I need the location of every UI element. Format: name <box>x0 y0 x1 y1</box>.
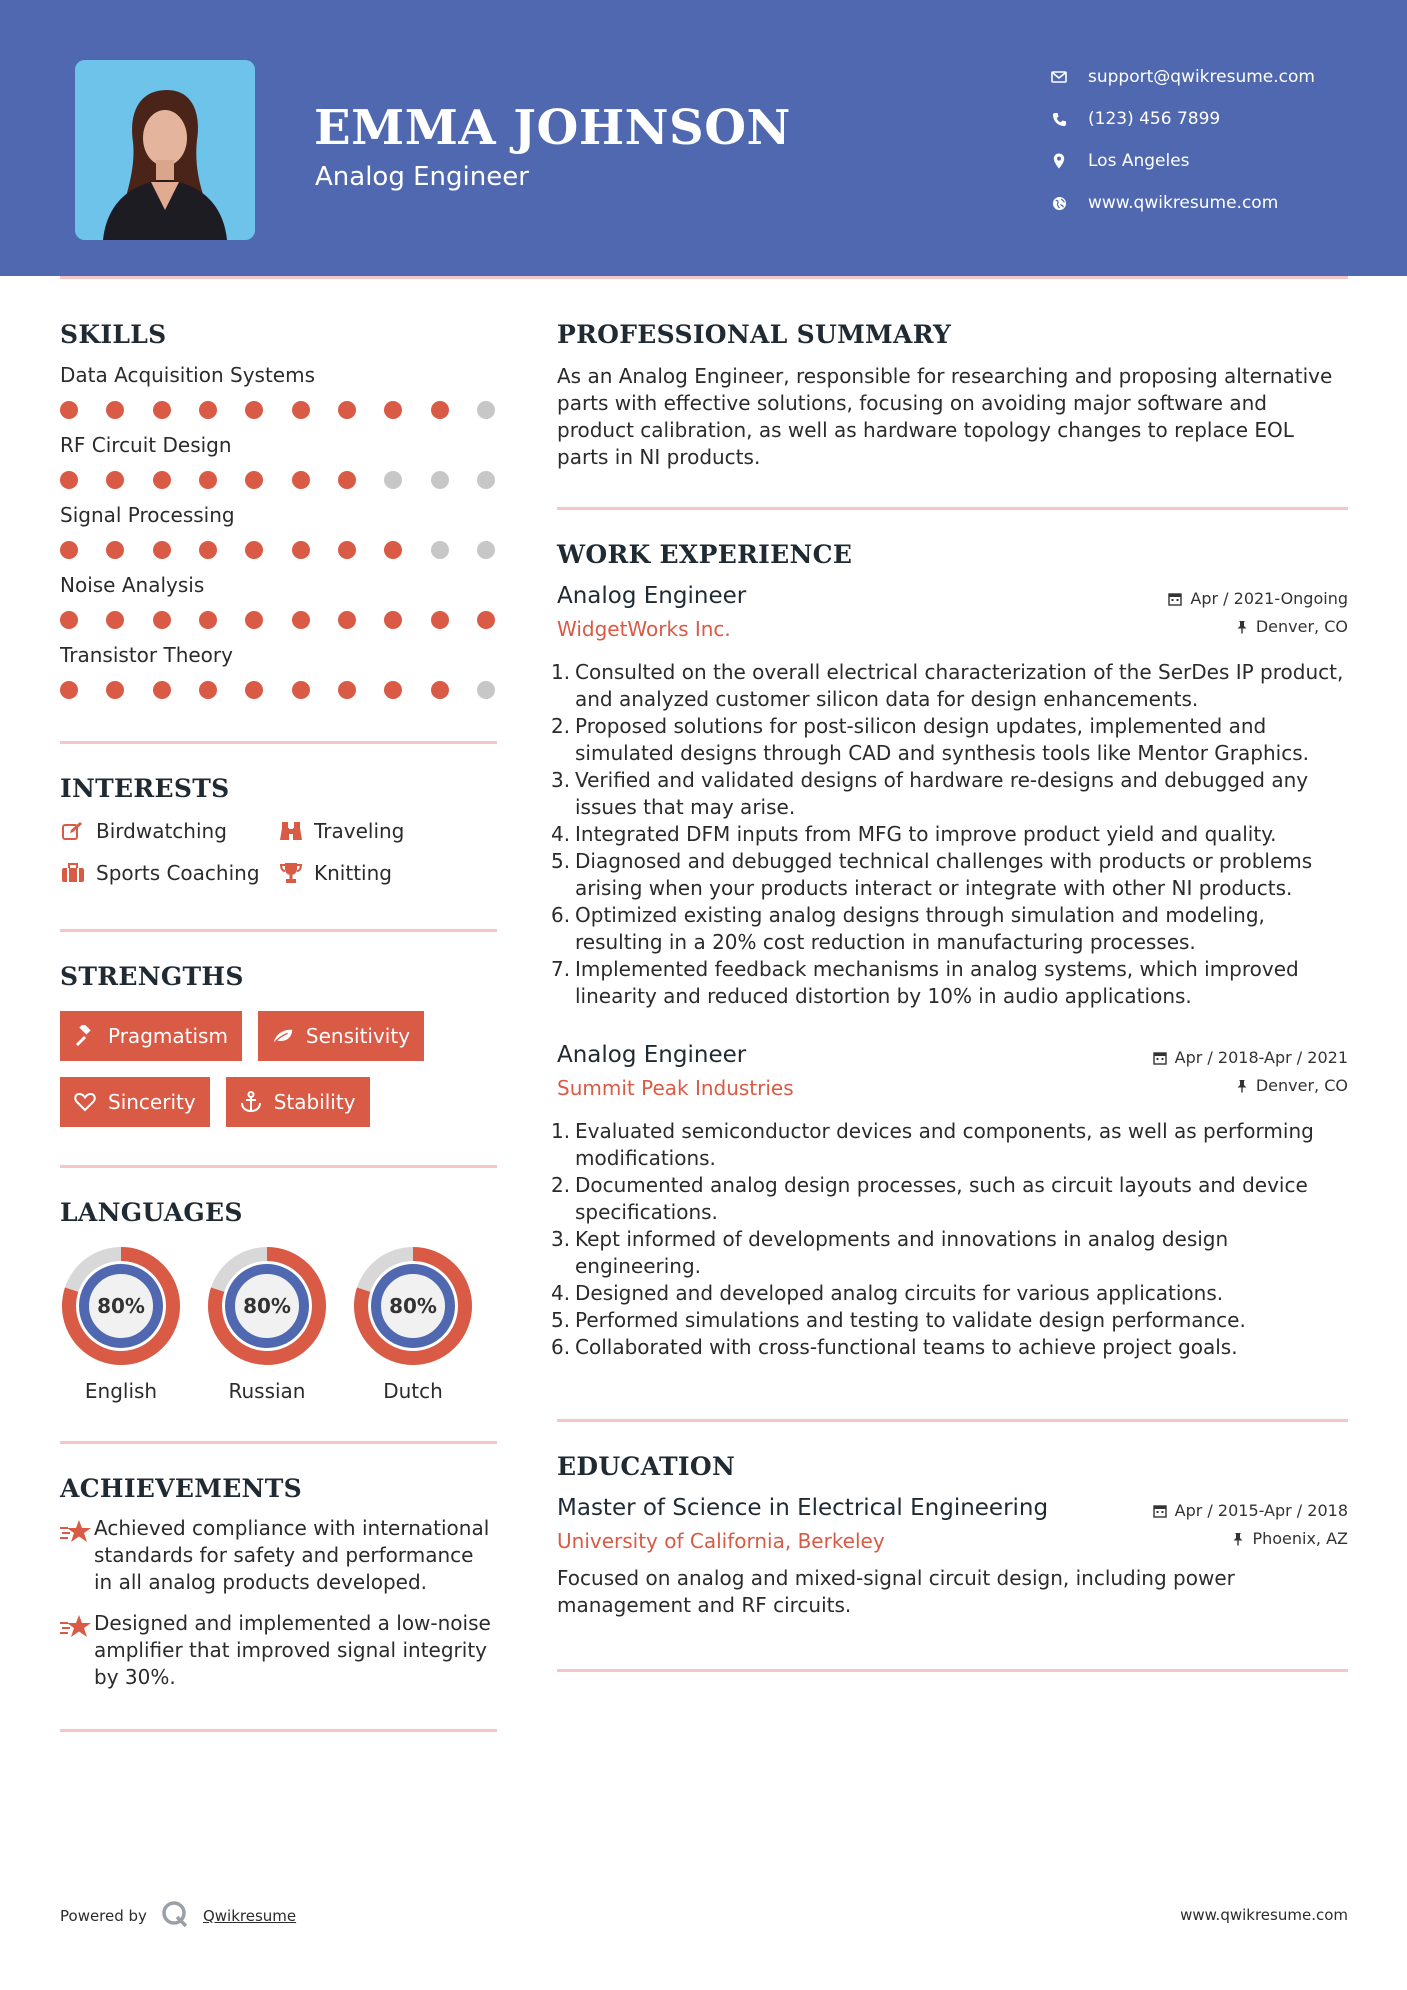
duty-item: Collaborated with cross-functional teams to achieve project goals. <box>575 1335 1238 1359</box>
language-name: English <box>84 1379 158 1403</box>
interests-section <box>60 774 497 885</box>
footer-website[interactable]: www.qwikresume.com <box>1180 1906 1348 1924</box>
section-divider <box>60 1165 497 1168</box>
company-name: Summit Peak Industries <box>557 1076 794 1100</box>
resume-header <box>0 0 1407 276</box>
rating-dot-filled <box>106 401 124 419</box>
rating-dot-filled <box>338 681 356 699</box>
language-item <box>352 1245 474 1403</box>
rating-dot-filled <box>153 541 171 559</box>
job-duties <box>557 659 1348 1010</box>
strength-tag <box>226 1077 370 1127</box>
skill-rating <box>60 541 497 559</box>
contact-location-text: Los Angeles <box>1088 151 1190 171</box>
section-divider <box>60 929 497 932</box>
section-divider <box>557 507 1348 510</box>
duty-item: Implemented feedback mechanisms in analog systems, which improved linearity and reduced distortion by 10% in audio applications. <box>575 957 1299 1008</box>
duty-item: Designed and developed analog circuits for various applications. <box>575 1281 1224 1305</box>
interests-list <box>60 819 497 885</box>
strength-label: Sincerity <box>108 1090 196 1114</box>
rating-dot-filled <box>477 611 495 629</box>
skill-name: RF Circuit Design <box>60 433 232 457</box>
interest-label: Traveling <box>314 819 405 843</box>
leaf-icon <box>272 1025 294 1047</box>
rating-dot-filled <box>60 541 78 559</box>
strength-tag <box>258 1011 424 1061</box>
school-name: University of California, Berkeley <box>557 1529 885 1553</box>
skill-rating <box>60 401 497 419</box>
education-title: EDUCATION <box>557 1452 736 1481</box>
calendar-icon <box>1153 1051 1167 1065</box>
skill-name: Signal Processing <box>60 503 235 527</box>
rating-dot-filled <box>384 541 402 559</box>
duty-item: Diagnosed and debugged technical challenges with products or problems arising when your products interact or integrate with other NI products. <box>575 849 1313 900</box>
star-badge-icon <box>60 1515 94 1596</box>
rating-dot-filled <box>199 401 217 419</box>
skill-name: Noise Analysis <box>60 573 205 597</box>
contact-email[interactable] <box>1050 56 1315 98</box>
rating-dot-filled <box>60 681 78 699</box>
job-location-text: Denver, CO <box>1255 1076 1348 1095</box>
rating-dot-filled <box>106 471 124 489</box>
skill-rating <box>60 611 497 629</box>
language-name: Russian <box>228 1379 306 1403</box>
skills-section <box>60 320 497 699</box>
rating-dot-filled <box>384 681 402 699</box>
rating-dot-filled <box>384 401 402 419</box>
duty-item: Optimized existing analog designs through simulation and modeling, resulting in a 20% cost reduction in manufacturing processes. <box>575 903 1265 954</box>
strength-tag <box>60 1077 210 1127</box>
candidate-role: Analog Engineer <box>315 162 529 192</box>
rating-dot-filled <box>245 611 263 629</box>
skill-item <box>60 643 497 699</box>
achievement-item <box>60 1515 497 1596</box>
job-dates <box>1153 1048 1348 1067</box>
experience-section <box>557 540 1348 1361</box>
contact-website-text: www.qwikresume.com <box>1088 193 1279 213</box>
rating-dot-filled <box>292 471 310 489</box>
section-divider <box>60 1729 497 1732</box>
contact-email-text: support@qwikresume.com <box>1088 67 1315 87</box>
rating-dot-filled <box>199 471 217 489</box>
languages-list <box>60 1245 497 1403</box>
interest-item <box>60 819 278 843</box>
header-divider <box>60 276 1348 279</box>
star-badge-icon <box>60 1610 94 1691</box>
skills-list <box>60 363 497 699</box>
job-duties <box>557 1118 1348 1361</box>
duty-item: Evaluated semiconductor devices and components, as well as performing modifications. <box>575 1119 1314 1170</box>
rating-dot-filled <box>384 611 402 629</box>
skill-name: Transistor Theory <box>60 643 233 667</box>
section-divider <box>557 1669 1348 1672</box>
rating-dot-empty <box>477 401 495 419</box>
briefcase-icon <box>60 861 86 885</box>
rating-dot-filled <box>60 401 78 419</box>
job-location-text: Denver, CO <box>1255 617 1348 636</box>
duty-item: Verified and validated designs of hardware re-designs and debugged any issues that may arise. <box>575 768 1309 819</box>
rating-dot-filled <box>153 401 171 419</box>
rating-dot-filled <box>245 471 263 489</box>
duty-item: Kept informed of developments and innovations in analog design engineering. <box>575 1227 1229 1278</box>
rating-dot-empty <box>477 541 495 559</box>
heart-icon <box>74 1091 96 1113</box>
rating-dot-filled <box>153 471 171 489</box>
skill-item <box>60 363 497 419</box>
rating-dot-filled <box>338 611 356 629</box>
skill-rating <box>60 471 497 489</box>
pushpin-icon <box>1236 1079 1248 1093</box>
interest-item <box>278 861 478 885</box>
anchor-icon <box>240 1091 262 1113</box>
rating-dot-filled <box>60 611 78 629</box>
strengths-list <box>60 1011 497 1127</box>
rating-dot-filled <box>431 611 449 629</box>
contact-phone[interactable] <box>1050 98 1315 140</box>
rating-dot-filled <box>292 401 310 419</box>
language-percent: 80% <box>243 1294 291 1318</box>
language-item <box>206 1245 328 1403</box>
strength-label: Sensitivity <box>305 1024 411 1048</box>
skill-item <box>60 573 497 629</box>
calendar-icon <box>1153 1504 1167 1518</box>
rating-dot-filled <box>60 471 78 489</box>
achievement-text: Designed and implemented a low-noise amplifier that improved signal integrity by 30%. <box>94 1611 491 1689</box>
pushpin-icon <box>1236 620 1248 634</box>
education-section <box>557 1452 1348 1619</box>
summary-text: As an Analog Engineer, responsible for researching and proposing alternative parts with effective solutions, focusing on avoiding major software and product calibration, as well as hardware topology changes to replace EOL parts in NI products. <box>557 364 1333 469</box>
education-dates <box>1153 1501 1348 1520</box>
rating-dot-filled <box>199 611 217 629</box>
rating-dot-filled <box>292 681 310 699</box>
rating-dot-filled <box>199 681 217 699</box>
rating-dot-empty <box>431 471 449 489</box>
interest-item <box>60 861 278 885</box>
rating-dot-filled <box>292 541 310 559</box>
envelope-icon <box>1050 68 1068 86</box>
duty-item: Consulted on the overall electrical characterization of the SerDes IP product, and analyzed customer silicon data for design enhancements. <box>575 660 1344 711</box>
job-entry <box>557 583 1348 1010</box>
section-divider <box>60 741 497 744</box>
experience-title: WORK EXPERIENCE <box>557 540 853 569</box>
job-location <box>1236 617 1348 636</box>
strengths-section <box>60 962 497 1127</box>
rating-dot-filled <box>245 681 263 699</box>
contact-website[interactable] <box>1050 182 1315 224</box>
duty-item: Integrated DFM inputs from MFG to improve product yield and quality. <box>575 822 1277 846</box>
rating-dot-empty <box>477 471 495 489</box>
profile-photo <box>75 60 255 240</box>
language-name: Dutch <box>383 1379 443 1403</box>
education-text: Focused on analog and mixed-signal circuit design, including power management and RF circuits. <box>557 1566 1235 1617</box>
language-ring <box>352 1245 474 1367</box>
footer-powered-by <box>60 1900 296 1932</box>
job-location <box>1236 1076 1348 1095</box>
strength-tag <box>60 1011 242 1061</box>
powered-by-text: Powered by <box>60 1907 147 1925</box>
gavel-icon <box>74 1025 96 1047</box>
strengths-title: STRENGTHS <box>60 962 244 991</box>
rating-dot-filled <box>153 681 171 699</box>
qwikresume-logo-icon <box>161 1900 189 1932</box>
achievements-section <box>60 1474 497 1691</box>
job-dates-text: Apr / 2018-Apr / 2021 <box>1174 1048 1348 1067</box>
phone-icon <box>1050 110 1068 128</box>
rating-dot-filled <box>338 401 356 419</box>
binoculars-icon <box>278 819 304 843</box>
rating-dot-filled <box>245 401 263 419</box>
job-title: Analog Engineer <box>557 1042 747 1068</box>
education-dates-text: Apr / 2015-Apr / 2018 <box>1174 1501 1348 1520</box>
job-dates-text: Apr / 2021-Ongoing <box>1190 589 1348 608</box>
skill-item <box>60 433 497 489</box>
achievements-title: ACHIEVEMENTS <box>60 1474 302 1503</box>
strength-label: Stability <box>273 1090 356 1114</box>
job-title: Analog Engineer <box>557 583 747 609</box>
education-location-text: Phoenix, AZ <box>1252 1529 1348 1548</box>
language-item <box>60 1245 182 1403</box>
rating-dot-empty <box>477 681 495 699</box>
skill-rating <box>60 681 497 699</box>
interests-title: INTERESTS <box>60 774 230 803</box>
summary-section <box>557 320 1348 471</box>
duty-item: Proposed solutions for post-silicon design updates, implemented and simulated designs through CAD and synthesis tools like Mentor Graphics. <box>575 714 1309 765</box>
skill-name: Data Acquisition Systems <box>60 363 316 387</box>
job-entry <box>557 1042 1348 1361</box>
pushpin-icon <box>1232 1532 1244 1546</box>
rating-dot-empty <box>384 471 402 489</box>
location-pin-icon <box>1050 152 1068 170</box>
language-ring <box>60 1245 182 1367</box>
strength-label: Pragmatism <box>108 1024 228 1048</box>
rating-dot-filled <box>245 541 263 559</box>
rating-dot-filled <box>338 471 356 489</box>
rating-dot-filled <box>106 541 124 559</box>
rating-dot-filled <box>292 611 310 629</box>
interest-item <box>278 819 478 843</box>
skill-item <box>60 503 497 559</box>
interest-label: Birdwatching <box>96 819 227 843</box>
duty-item: Documented analog design processes, such as circuit layouts and device specifications. <box>575 1173 1308 1224</box>
rating-dot-filled <box>431 681 449 699</box>
rating-dot-empty <box>431 541 449 559</box>
company-name: WidgetWorks Inc. <box>557 617 731 641</box>
interest-label: Sports Coaching <box>96 861 260 885</box>
section-divider <box>557 1419 1348 1422</box>
language-percent: 80% <box>97 1294 145 1318</box>
globe-icon <box>1050 194 1068 212</box>
contact-list <box>1050 56 1315 224</box>
rating-dot-filled <box>106 611 124 629</box>
contact-phone-text: (123) 456 7899 <box>1088 109 1221 129</box>
interest-label: Knitting <box>314 861 392 885</box>
rating-dot-filled <box>153 611 171 629</box>
trophy-icon <box>278 861 304 885</box>
rating-dot-filled <box>431 401 449 419</box>
contact-location <box>1050 140 1315 182</box>
achievement-text: Achieved compliance with international standards for safety and performance in all analog products developed. <box>94 1516 490 1594</box>
languages-section <box>60 1198 497 1403</box>
language-percent: 80% <box>389 1294 437 1318</box>
duty-item: Performed simulations and testing to validate design performance. <box>575 1308 1246 1332</box>
rating-dot-filled <box>199 541 217 559</box>
summary-title: PROFESSIONAL SUMMARY <box>557 320 952 349</box>
edit-icon <box>60 819 86 843</box>
skills-title: SKILLS <box>60 320 167 349</box>
degree-title: Master of Science in Electrical Engineering <box>557 1495 1049 1521</box>
languages-title: LANGUAGES <box>60 1198 243 1227</box>
rating-dot-filled <box>106 681 124 699</box>
rating-dot-filled <box>338 541 356 559</box>
language-ring <box>206 1245 328 1367</box>
right-column <box>557 320 1348 1672</box>
education-location <box>1232 1529 1348 1548</box>
achievement-item <box>60 1610 497 1691</box>
section-divider <box>60 1441 497 1444</box>
job-dates <box>1168 589 1348 608</box>
left-column <box>60 320 497 1732</box>
candidate-name: EMMA JOHNSON <box>314 100 791 156</box>
qwikresume-link[interactable]: Qwikresume <box>202 1907 297 1925</box>
calendar-icon <box>1168 592 1182 606</box>
